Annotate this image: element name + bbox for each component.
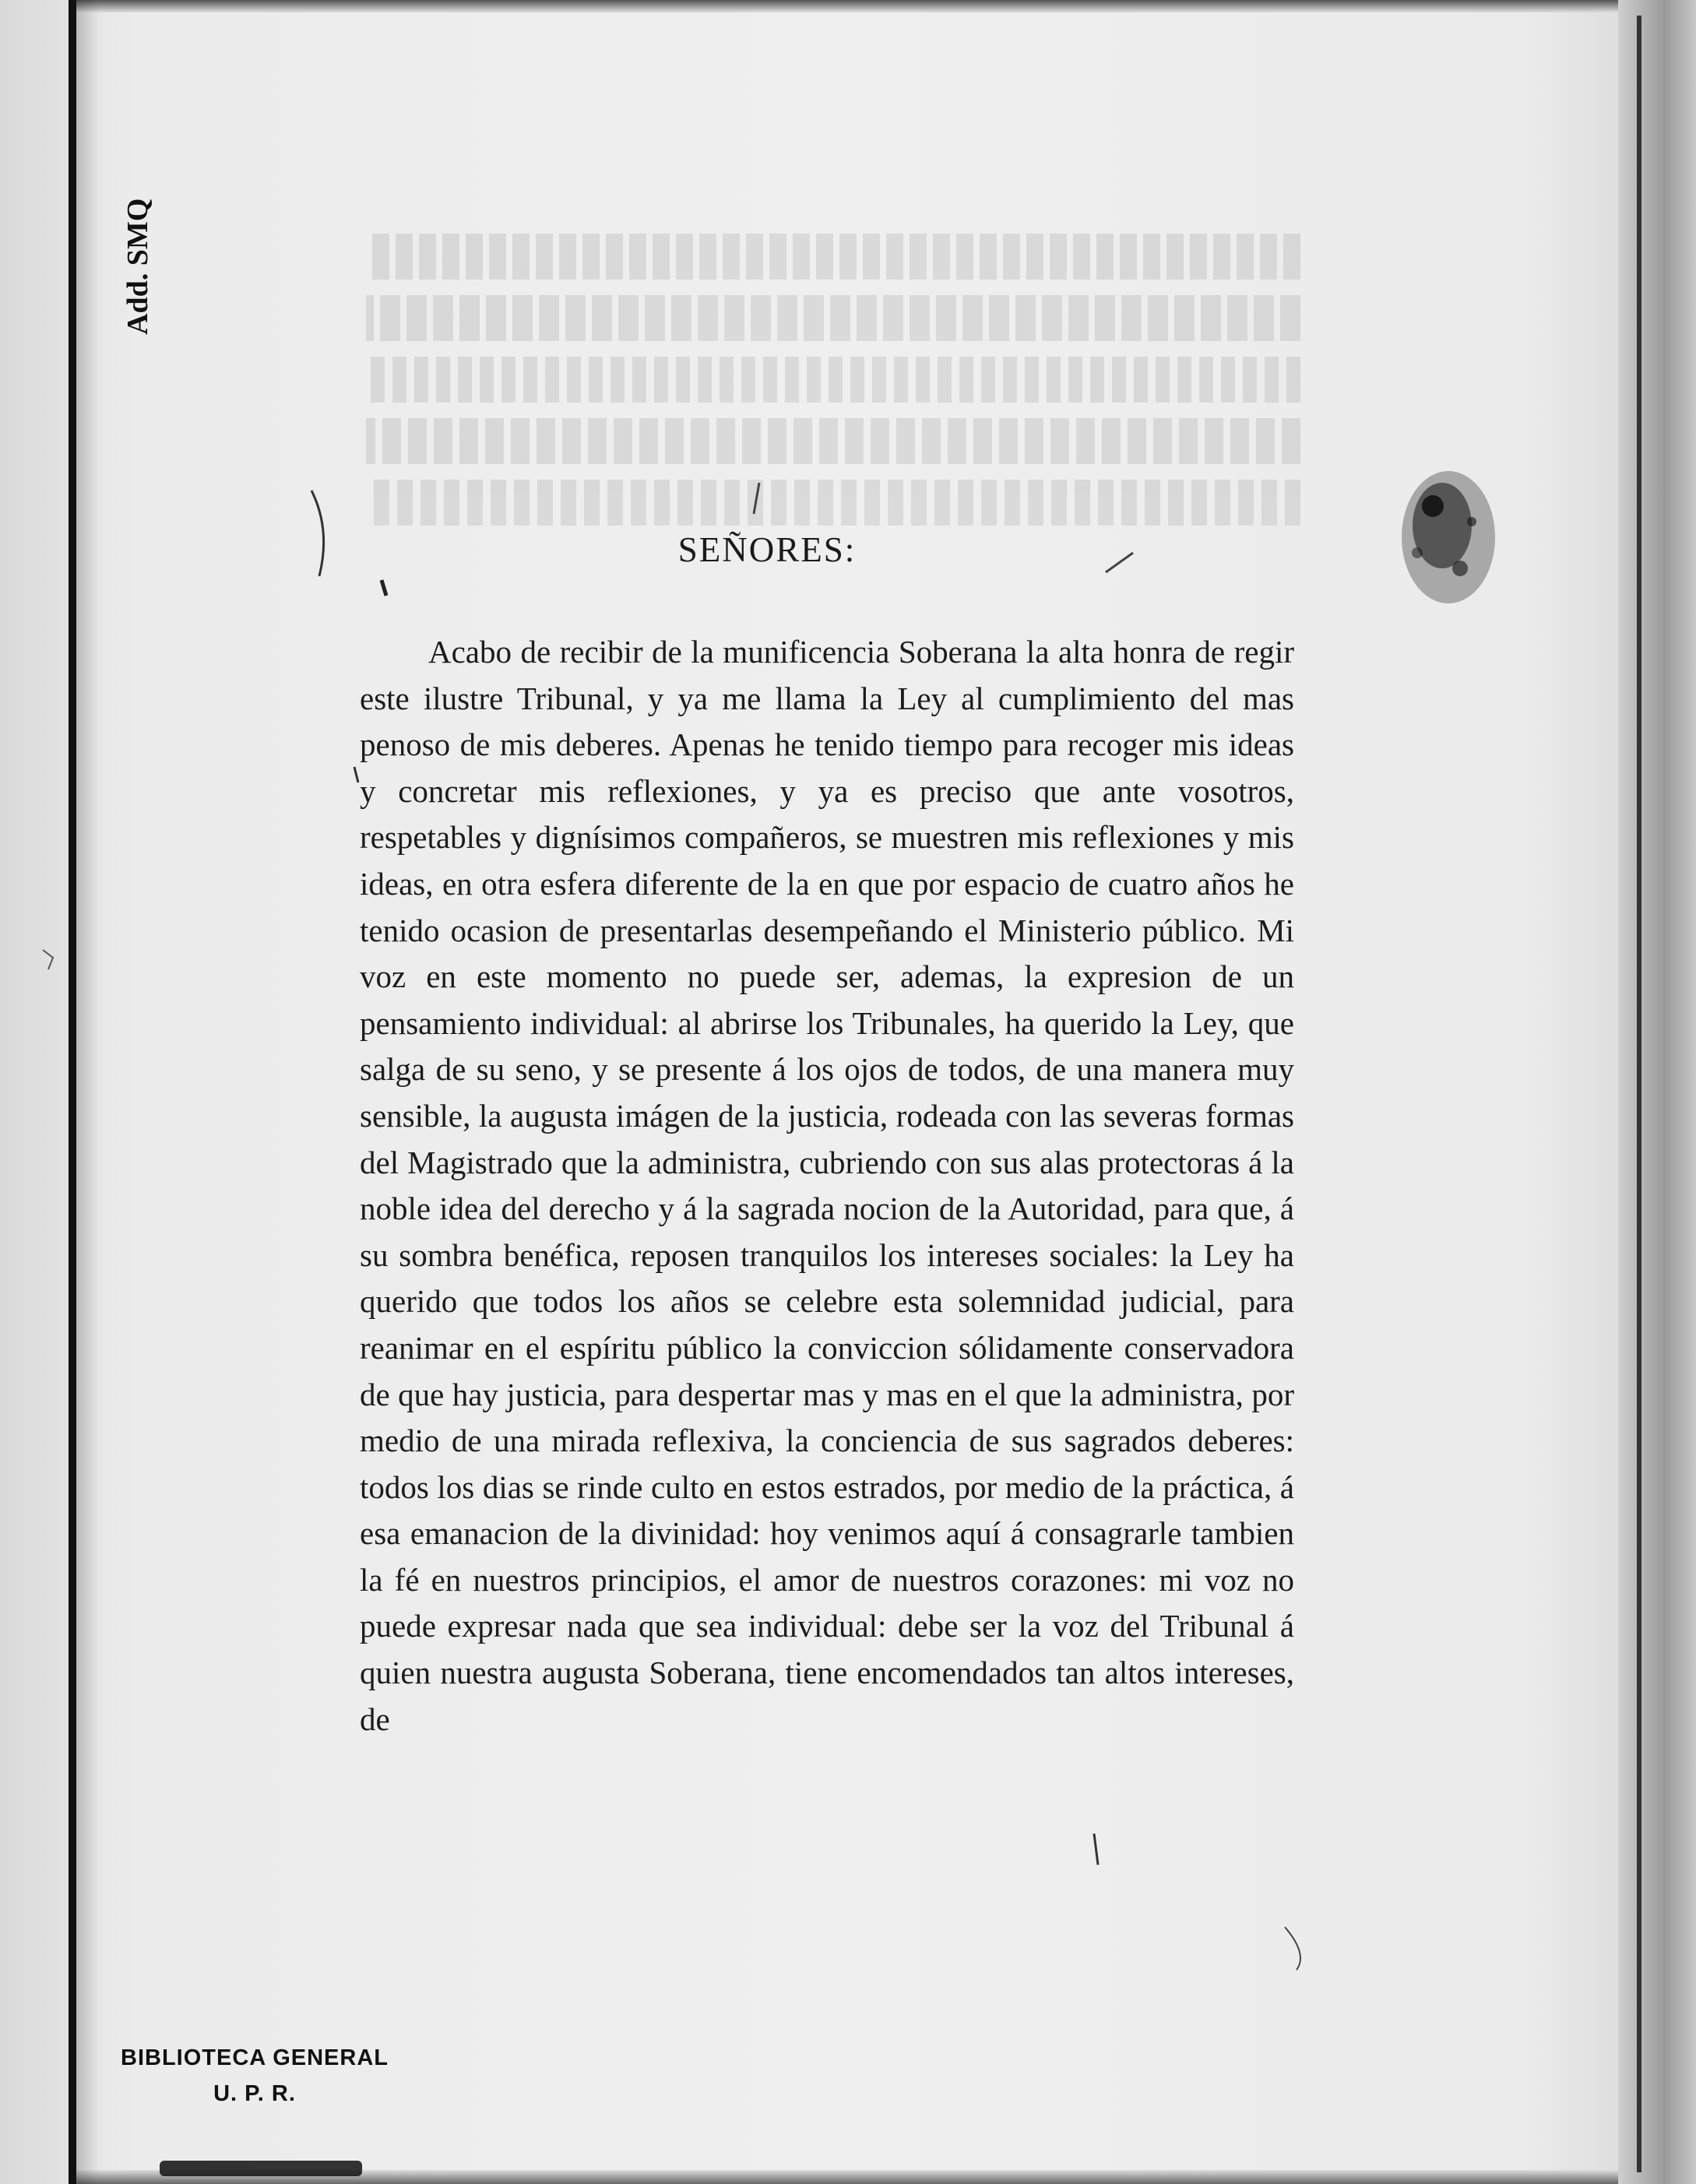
library-stamp	[121, 2040, 389, 2112]
page-top-edge	[76, 0, 1618, 12]
body-text	[360, 629, 1294, 1743]
date-stamp-smudge	[160, 2161, 362, 2176]
bleed-through-text	[366, 234, 1300, 526]
gutter-shadow	[76, 0, 100, 2184]
call-number-label: Add. SMQ	[121, 198, 154, 335]
library-stamp-line1: BIBLIOTECA GENERAL	[121, 2045, 389, 2070]
body-paragraph: Acabo de recibir de la munificencia Soberana la alta honra de regir este ilustre Tribunal, y ya me llama la Ley al cumplimiento del mas penoso de mis deberes. Apenas he tenido tiempo para recoger mis ideas y concretar mis reflexiones, y ya es preciso que ante vosotros, respetables y dignísimos compañeros, se muestren mis reflexiones y mis ideas, en otra esfera diferente de la en que por espacio de cuatro años he tenido ocasion de presentarlas desempeñando el Ministerio público. Mi voz en este momento no puede ser, ademas, la expresion de un pensamiento individual: al abrirse los Tribunales, ha querido la Ley, que salga de su seno, y se presente á los ojos de todos, de una manera muy sensible, la augusta imágen de la justicia, rodeada con las severas formas del Magistrado que la administra, cubriendo con sus alas protectoras á la noble idea del derecho y á la sagrada nocion de la Autoridad, para que, á su sombra benéfica, reposen tranquilos los intereses sociales: la Ley ha querido que todos los años se celebre esta solemnidad judicial, para reanimar en el espíritu público la conviccion sólidamente conservadora de que hay justicia, para despertar mas y mas en el que la administra, por medio de una mirada reflexiva, la conciencia de sus sagrados deberes: todos los dias se rinde culto en estos estrados, por medio de la práctica, á esa emanacion de la divinidad: hoy venimos aquí á consagrarle tambien la fé en nuestros principios, el amor de nuestros corazones: mi voz no puede expresar nada que sea individual: debe ser la voz del Tribunal á quien nuestra augusta Soberana, tiene encomendados tan altos intereses, de	[360, 634, 1294, 1737]
page-right-edge	[1618, 0, 1696, 2184]
page-right-edge-line	[1637, 16, 1641, 2172]
book-spine-edge	[69, 0, 76, 2184]
ink-blot-stain	[1386, 452, 1511, 623]
library-stamp-line2: U. P. R.	[213, 2081, 296, 2106]
page-heading: SEÑORES:	[677, 530, 857, 569]
